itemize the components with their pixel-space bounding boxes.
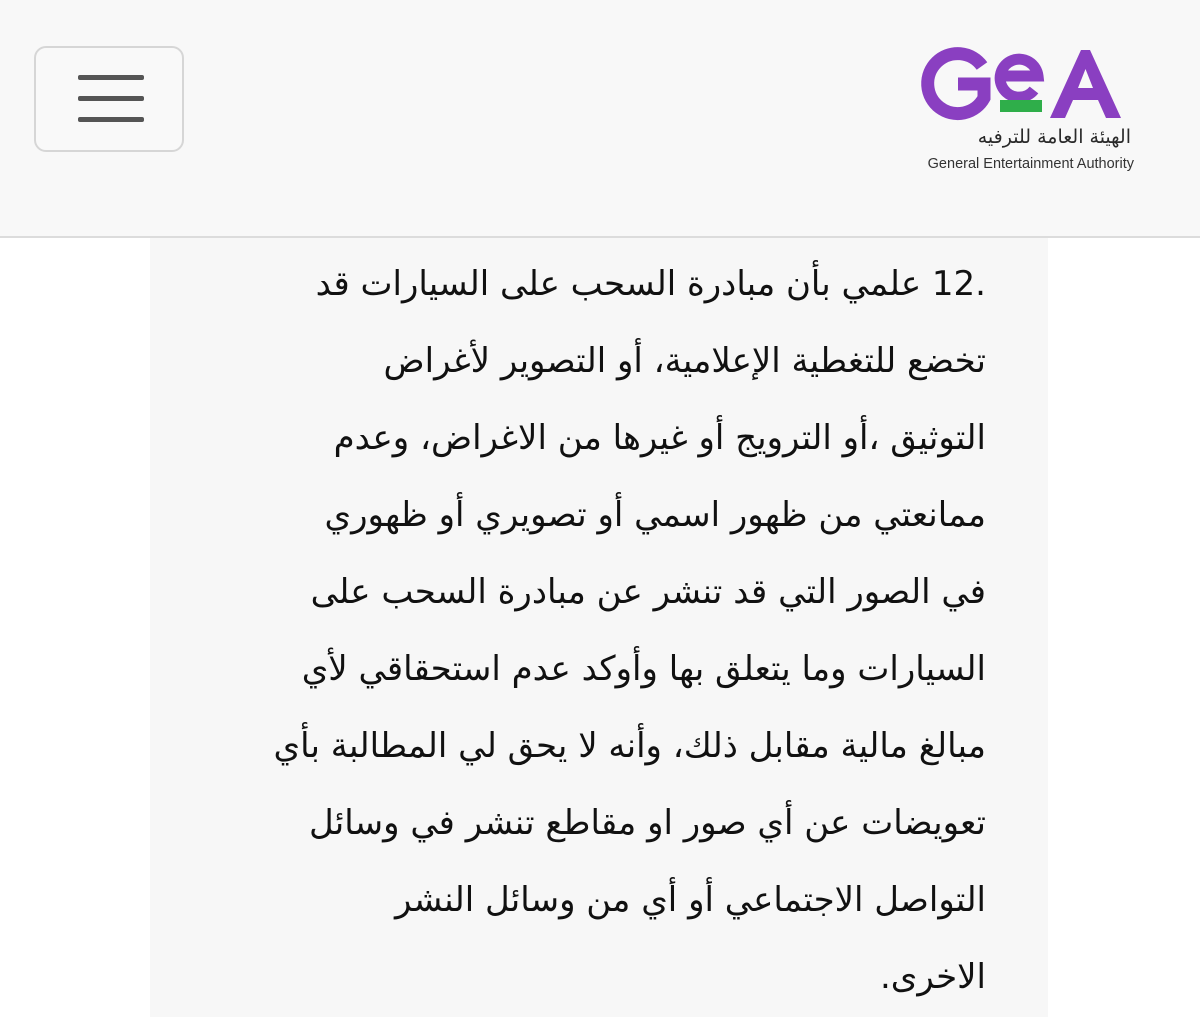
clause-line-5: في الصور التي قد تنشر عن مبادرة السحب على bbox=[310, 572, 986, 612]
menu-icon-bar bbox=[78, 117, 144, 122]
clause-line-7: مبالغ مالية مقابل ذلك، وأنه لا يحق لي المطالبة بأي bbox=[273, 726, 986, 766]
terms-clause-12 bbox=[200, 246, 986, 1016]
clause-line-10: الاخرى. bbox=[879, 957, 986, 997]
gea-logo[interactable] bbox=[918, 40, 1143, 190]
logo-arabic-name: الهيئة العامة للترفيه bbox=[977, 126, 1131, 148]
menu-icon-bar bbox=[78, 96, 144, 101]
menu-icon-bar bbox=[78, 75, 144, 80]
clause-line-4: ممانعتي من ظهور اسمي أو تصويري أو ظهوري bbox=[324, 495, 986, 535]
clause-line-2: تخضع للتغطية الإعلامية، أو التصوير لأغراض bbox=[383, 341, 986, 381]
clause-number: 12. bbox=[931, 264, 986, 304]
clause-line-3: التوثيق ،أو الترويج أو غيرها من الاغراض، وعدم bbox=[333, 418, 986, 458]
clause-line-9: التواصل الاجتماعي أو أي من وسائل النشر bbox=[395, 880, 986, 920]
clause-line-8: تعويضات عن أي صور او مقاطع تنشر في وسائل bbox=[309, 803, 986, 843]
clause-line-1: 12. علمي بأن مبادرة السحب على السيارات قد bbox=[315, 264, 986, 304]
hamburger-menu-button[interactable] bbox=[34, 46, 184, 152]
gea-logo-mark-icon bbox=[918, 40, 1143, 124]
clause-line-6: السيارات وما يتعلق بها وأوكد عدم استحقاقي لأي bbox=[301, 649, 986, 689]
logo-english-name: General Entertainment Authority bbox=[927, 156, 1134, 172]
site-header bbox=[0, 0, 1200, 238]
